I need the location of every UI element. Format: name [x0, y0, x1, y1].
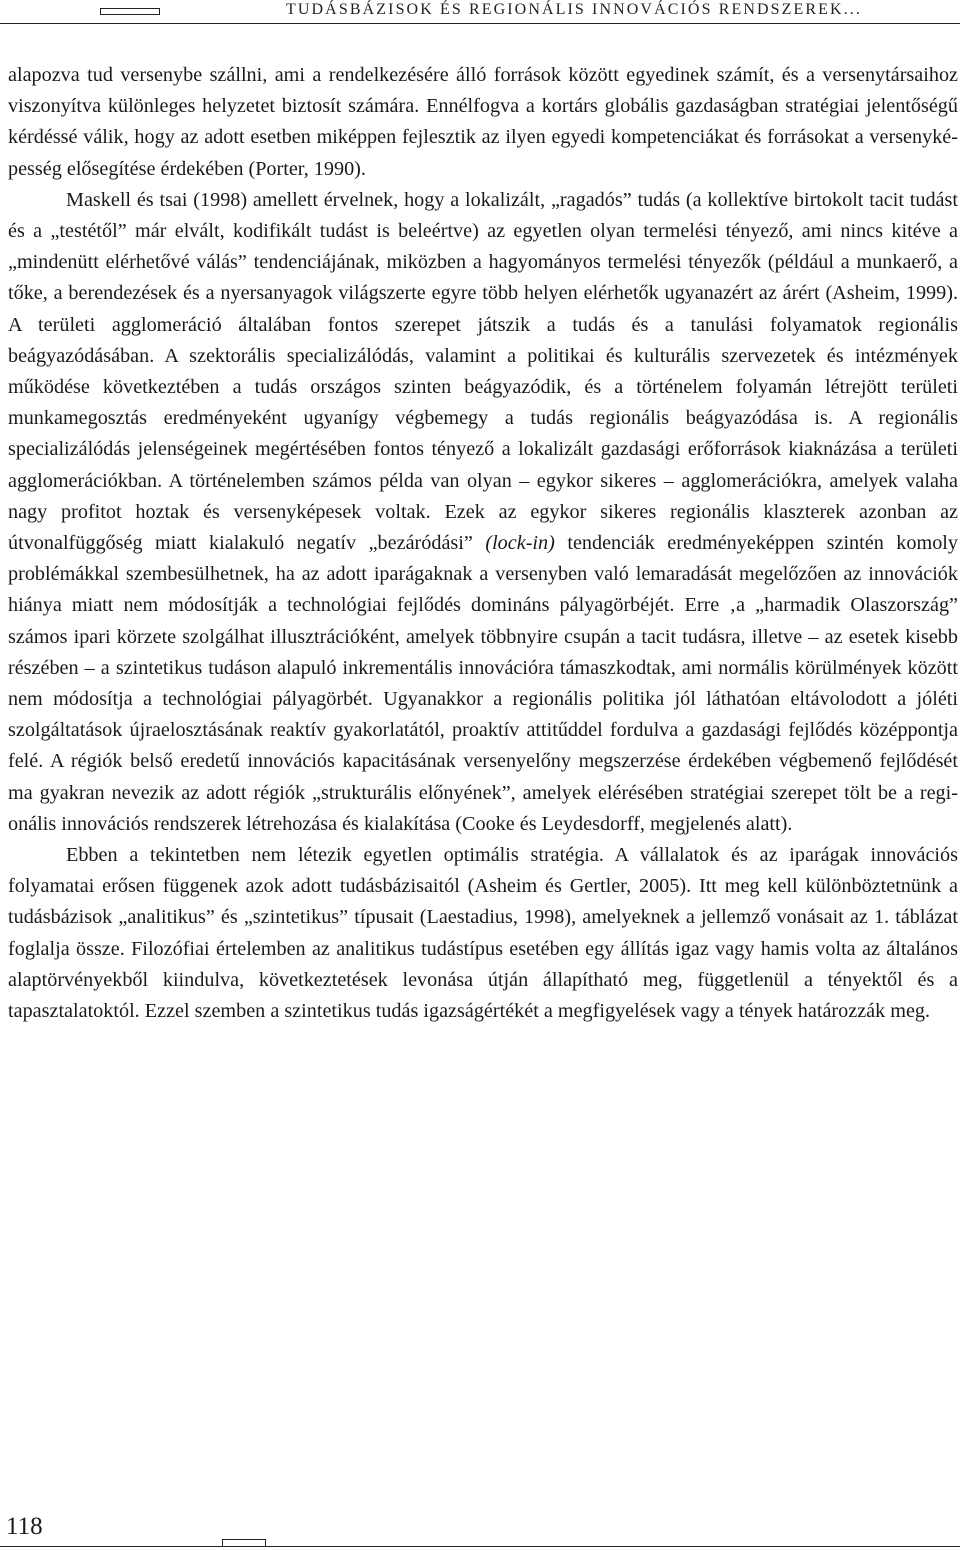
paragraph-1: alapozva tud versenybe szállni, ami a rendelkezésére álló források között egyedinek számít, és a versenytársaihoz viszonyítva különleges helyzetet biztosít számára. Ennélfogva a kortárs globális gazdaságban stratégiai jelentőségű kérdéssé válik, hogy az adott esetben miképpen fejlesztik az ilyen egyedi kompetenciákat és forrásokat a versenyképesség elősegítése érdekében (Porter, 1990).	[8, 64, 958, 180]
paragraph-3: Ebben a tekintetben nem létezik egyetlen optimális stratégia. A vállalatok és az iparágak innovációs folyamatai erősen függenek azok adott tudásbázisaitól (Asheim és Gertler, 2005). Itt meg kell különböztetnünk a tudásbázisok „analitikus” és „szintetikus” típusait (Laestadius, 1998), amelyeknek a jellemző vonásait az 1. táblázat foglalja össze. Filozófiai értelemben az analitikus tudástípus esetében egy állítás igaz vagy hamis volta az általános alaptörvényekből kiindulva, következtetések levonása útján állapítható meg, függetlenül a tényektől és a tapasztalatoktól. Ezzel szemben a szintetikus tudás igazságértékét a megfigyelések vagy a tények határozzák meg.	[8, 844, 958, 1023]
italic-term: (lock-in)	[485, 532, 555, 555]
body-text	[8, 60, 958, 1027]
page-header	[0, 0, 960, 30]
footer-rule	[0, 1546, 960, 1547]
running-head: TUDÁSBÁZISOK ÉS REGIONÁLIS INNOVÁCIÓS RENDSZEREK...	[286, 1, 862, 18]
paragraph-2: Maskell és tsai (1998) amellett érvelnek, hogy a lokalizált, „ragadós” tudás (a kollektíve birtokolt tacit tudást és a „testétől” már elvált, kodifikált tudást is beleértve) az egyetlen olyan termelési tényező, ami nincs kitéve a „mindenütt elérhetővé válás” tendenciájának, miközben a hagyományos termelési tényezők (például a munkaerő, a tőke, a berendezések és a nyersanyagok világszerte egyre több helyen elérhetők ugyanazért az árért (Asheim, 1999). A területi agglomeráció általában fontos szerepet játszik a tudás és a tanulási folyamatok regionális beágyazódásában. A szektorális specializálódás, valamint a politikai és kulturális szervezetek és intézmények működése következtében a tudás országos szinten beágyazódik, és a történelem folyamán létrejött területi munkamegosztás eredményeként ugyanígy végbemegy a tudás regionális beágyazódása is. A regionális specializálódás jelenségeinek megértésében fontos tényező a lokalizált gazdasági erőforrások kiaknázása a területi agglomerációkban. A történelemben számos példa van olyan – egykor sikeres – agglomerációkra, amelyek valaha nagy profitot hoztak és versenyképesek voltak. Ezek az egykor sikeres regionális klaszterek azonban az útvonalfüggőség miatt kialakuló negatív „bezáródási” (lock-in) tendenciák eredményeképpen szintén komoly problémákkal szembesülhetnek, ha az adott iparágaknak a versenyben való lemaradását megelőzően az innovációk hiánya miatt nem módosítják a technológiai fejlődés domináns pályagörbéjét. Erre ‚a „harmadik Olaszország” számos ipari körzete szolgálhat illusztrációként, amelyek többnyire csupán a tacit tudásra, illetve – az esetek kisebb részében – a szintetikus tudáson alapuló inkrementális innovációra támaszkodtak, ami normális körülmények között nem módosítja a technológiai pályagörbét. Ugyanakkor a regionális politika jól láthatóan eltávolodott a jóléti szolgáltatások újraelosztásának reaktív gyakorlatától, proaktív attitűddel fordulva a gazdasági fejlődés középpontja felé. A régiók belső eredetű innovációs kapacitásának versenyelőny megszerzése érdekében végbemenő fejlődését ma gyakran nevezik az adott régiók „strukturális előnyének”, amelyek elérésében stratégiai szerepet tölt be a regionális innovációs rendszerek létrehozása és kialakítása (Cooke és Leydesdorff, megjelenés alatt).	[8, 188, 958, 835]
page-number: 118	[6, 1513, 43, 1540]
header-decorative-box	[100, 8, 160, 15]
header-rule	[0, 23, 960, 24]
